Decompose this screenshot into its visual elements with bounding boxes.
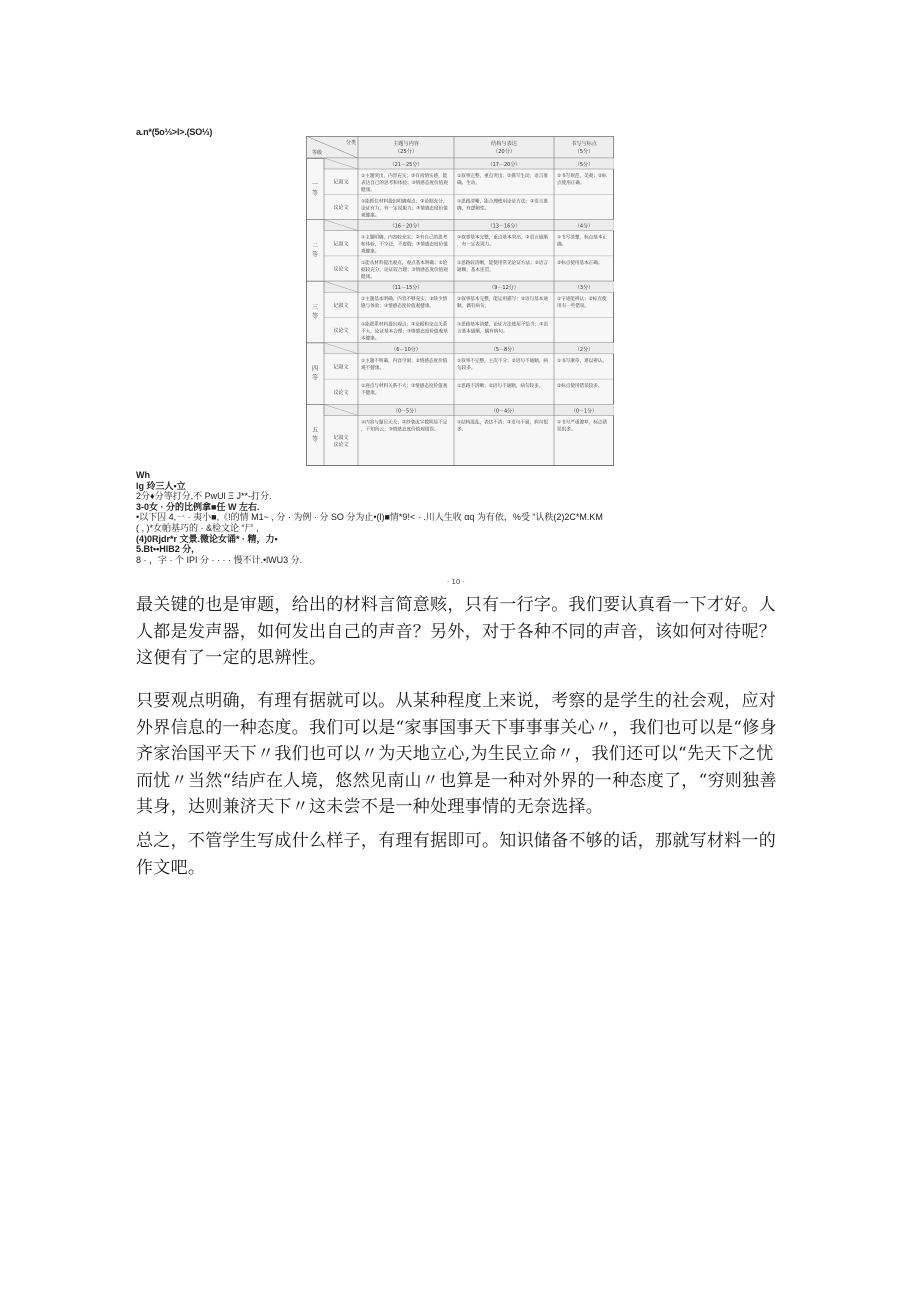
note-line: (4)0Rjdr*r 文景.微论女诵* · 精，力• (136, 533, 278, 544)
note-line: 2分♦分等打分,不 PwUl Ξ J**-打分. (136, 491, 272, 502)
structure-criteria: ①思路不清晰；②语句不通顺，病句较多。 (457, 384, 544, 390)
content-criteria: ①主题不明确，内容空洞；②情感态度价值 (361, 358, 448, 364)
header-cell: （5分） (574, 149, 594, 155)
writing-criteria: ①书写规范，美观；②标 (557, 174, 607, 179)
content-criteria: ①主题基本明确，内容不够充实；②缺少情 (361, 297, 448, 303)
scoring-rubric-table (306, 136, 614, 466)
score-range: （21－25分） (389, 162, 423, 168)
score-range: （13－16分） (487, 223, 521, 230)
note-line: 3-0女 · 分的比例拿■任 W 左右. (136, 501, 260, 512)
content-criteria: 本健康。 (361, 336, 380, 342)
structure-criteria: 顺，偶有病句。 (457, 304, 490, 310)
score-range: （17－20分） (487, 162, 521, 168)
note-line: lg 玲三人•立 (136, 480, 186, 491)
writing-criteria: 误很多。 (557, 427, 576, 433)
header-cell: 书写与标点 (571, 141, 597, 147)
content-criteria: 观健康。 (361, 213, 380, 219)
grade-label: 五 (311, 427, 319, 435)
score-range: （4分） (574, 223, 594, 230)
structure-criteria: ①叙事基本完整，重点基本突出；②语言通顺 (457, 235, 548, 241)
type-label: 记叙文 (333, 179, 349, 186)
content-criteria: ①能联系材料提出观点；②论据和论点关系 (361, 322, 448, 328)
type-label: 议论文 (333, 389, 349, 396)
paragraph-3: 总之，不管学生写成什么样子，有理有据即可。知识储备不够的话，那就写材料一的作文吧。 (136, 831, 777, 878)
writing-criteria: 用有一些错误。 (557, 304, 590, 310)
header-cell: （25分） (394, 149, 418, 155)
content-criteria: 观不健康。 (361, 365, 384, 371)
writing-criteria: 确。 (557, 242, 567, 248)
structure-criteria: ①叙事基本完整，能运用描写；②语句基本通 (457, 297, 548, 303)
type-label: 记叙文 (333, 302, 349, 309)
paragraph-1: 最关键的也是审题，给出的材料言简意赅，只有一行字。我们要认真看一下才好。人人都是发声器，如何发出自己的声音？另外，对于各种不同的声音，该如何对待呢？这便有了一定的思辨性。 (136, 595, 777, 668)
note-line: ( , )*女帕基巧的 · &检文论 “尸 , (136, 522, 259, 533)
type-label: 议论文 (333, 266, 349, 273)
structure-criteria: 言基本通顺，偶有病句。 (457, 329, 508, 335)
writing-criteria: ②标点使用基本正确。 (557, 260, 603, 266)
score-range: （0－4分） (490, 408, 518, 415)
type-label: 记叙文 (333, 241, 349, 248)
header-cell: 主题与内容 (393, 141, 419, 147)
header-cell: 分类 (346, 140, 357, 146)
structure-criteria: ①叙事完整，重点突出；②描写生动，语言准 (457, 174, 548, 179)
score-range-row (324, 220, 614, 231)
grade-label: 等 (311, 189, 319, 197)
grade-label: 三 (311, 304, 319, 311)
score-range: （6－10分） (391, 346, 421, 353)
score-range: （3分） (574, 285, 594, 292)
page-number: · 10 · (447, 578, 465, 586)
structure-criteria: ①思路基本清楚，论证方法使用不恰当；②语 (457, 322, 548, 328)
structure-criteria: ①思路较清晰，能使用常见论证方法；②语言 (457, 260, 548, 266)
structure-criteria: ①思路清晰，能合理使用论证方法；②语言准 (457, 199, 548, 205)
content-criteria: ①主题突出，内容充实；②有真情实感，能 (361, 174, 448, 179)
content-criteria: 观健康。 (361, 249, 380, 255)
grade-label: 四 (311, 365, 319, 373)
structure-criteria: 多。 (457, 427, 467, 433)
grade-label: 等 (311, 313, 319, 320)
content-criteria: 不健康。 (361, 391, 380, 397)
note-line: 8 · ，字 · 个 IPI 分 · · · · 慢不计.•lWU3 分. (136, 554, 303, 565)
writing-criteria: ①书写严重潦草，标点错 (557, 420, 608, 426)
grade-label: 等 (311, 251, 319, 259)
writing-criteria: ①字迹能辨认；②标点使 (557, 297, 607, 303)
writing-criteria: 点使用正确。 (557, 181, 585, 186)
content-criteria: 感与体验；③情感态度价值观健康。 (361, 304, 435, 310)
content-criteria: ，不知所云；③情感态度价值观错误。 (361, 427, 439, 433)
grade-label: 等 (311, 436, 319, 444)
score-range: （11－15分） (389, 285, 423, 292)
content-criteria: 论证有力，有一定说服力；③情感态度价值 (361, 206, 448, 212)
score-range: （5分） (574, 162, 594, 168)
score-range-row (324, 281, 614, 292)
grade-label: 二 (311, 242, 319, 250)
content-criteria: ①能从材料提出观点，观点基本明确；②论 (361, 260, 448, 266)
content-criteria: 表达自己的思考和体验；③情感态度价值观 (361, 181, 448, 186)
writing-criteria: ①书写清楚，标点基本正 (557, 235, 608, 241)
content-criteria: 据较充分，论证较合理；③情感态度价值观 (361, 267, 448, 273)
score-range-row (324, 158, 614, 169)
score-range: （2分） (574, 346, 594, 353)
structure-criteria: 通顺，基本连贯。 (457, 267, 494, 273)
structure-criteria: ①叙事不完整，主次不分；②语句不通顺，病 (457, 358, 548, 364)
score-range: （16－20分） (389, 223, 423, 230)
content-criteria: ①内容与题目无关；②抄袭或字数明显不足 (361, 420, 448, 426)
structure-criteria: 确，有逻辑性。 (457, 206, 490, 212)
score-range: （0－1分） (570, 408, 598, 415)
type-label: 议论文 (333, 328, 349, 335)
type-label: 议论文 (333, 442, 349, 449)
grade-label: 一 (311, 180, 319, 188)
content-criteria: ①主题明确，内容较充实；②有自己的思考 (361, 235, 448, 241)
content-criteria: ①观点与材料关系不大；②情感态度价值观 (361, 384, 448, 390)
writing-criteria: ②标点使用错误较多。 (557, 384, 603, 390)
structure-criteria: ①结构混乱，表达不清；②语句不通，病句很 (457, 420, 548, 426)
type-label: 记叙文 (333, 435, 349, 442)
structure-criteria: ，有一定表现力。 (457, 242, 494, 248)
note-line: 5.Bt••HlB2 分, (136, 544, 194, 555)
content-criteria: ①能抓住材料提出明确观点；②论据充分， (361, 199, 448, 205)
score-range: （0－5分） (392, 408, 420, 415)
content-criteria: 和体验，不空泛，不虚假；③情感态度价值 (361, 242, 448, 248)
writing-criteria: ①书写潦草，难以辨认。 (557, 358, 608, 364)
type-label: 议论文 (333, 204, 349, 211)
type-label: 记叙文 (333, 364, 349, 371)
score-range: （9－12分） (489, 285, 519, 292)
rubric-caption: a.n*(5o⅓>l>.(SO⅓) (136, 127, 213, 137)
structure-criteria: 确、生动。 (457, 181, 480, 186)
structure-criteria: 句较多。 (457, 365, 476, 371)
note-line: Wh (136, 470, 150, 480)
header-cell: 结构与表达 (491, 141, 517, 147)
score-range: （5－8分） (490, 346, 518, 353)
header-cell: 等级 (312, 150, 323, 156)
note-line: •以下囚 4,一 · 夷小■,《!的情 M1~ , 分 · 为例 · 分 SO 分为止•(l)■情*9!< · .川人生收 αq 为有依，%受 “认秩(2)2C*M.KM (136, 512, 603, 523)
content-criteria: 健康。 (361, 188, 375, 193)
content-criteria: 健康。 (361, 274, 375, 280)
header-cell: （20分） (492, 149, 516, 155)
grade-label: 等 (311, 374, 319, 382)
content-criteria: 不大，论证基本合理；③情感态度价值观基 (361, 329, 448, 335)
score-range-row (324, 343, 614, 354)
scoring-notes (136, 470, 656, 565)
paragraph-2: 只要观点明确，有理有据就可以。从某种程度上来说，考察的是学生的社会观，应对外界信息的一种态度。我们可以是“家事国事天下事事事关心〃，我们也可以是“修身齐家治国平天下〃我们也可以〃为天地立心,为生民立命〃，我们还可以“先天下之忧而忧〃当然“结庐在人境，悠然见南山〃也算是一种对外界的一种态度了，“穷则独善其身，达则兼济天下〃这未尝不是一种处理事情的无奈选择。 (136, 691, 777, 817)
